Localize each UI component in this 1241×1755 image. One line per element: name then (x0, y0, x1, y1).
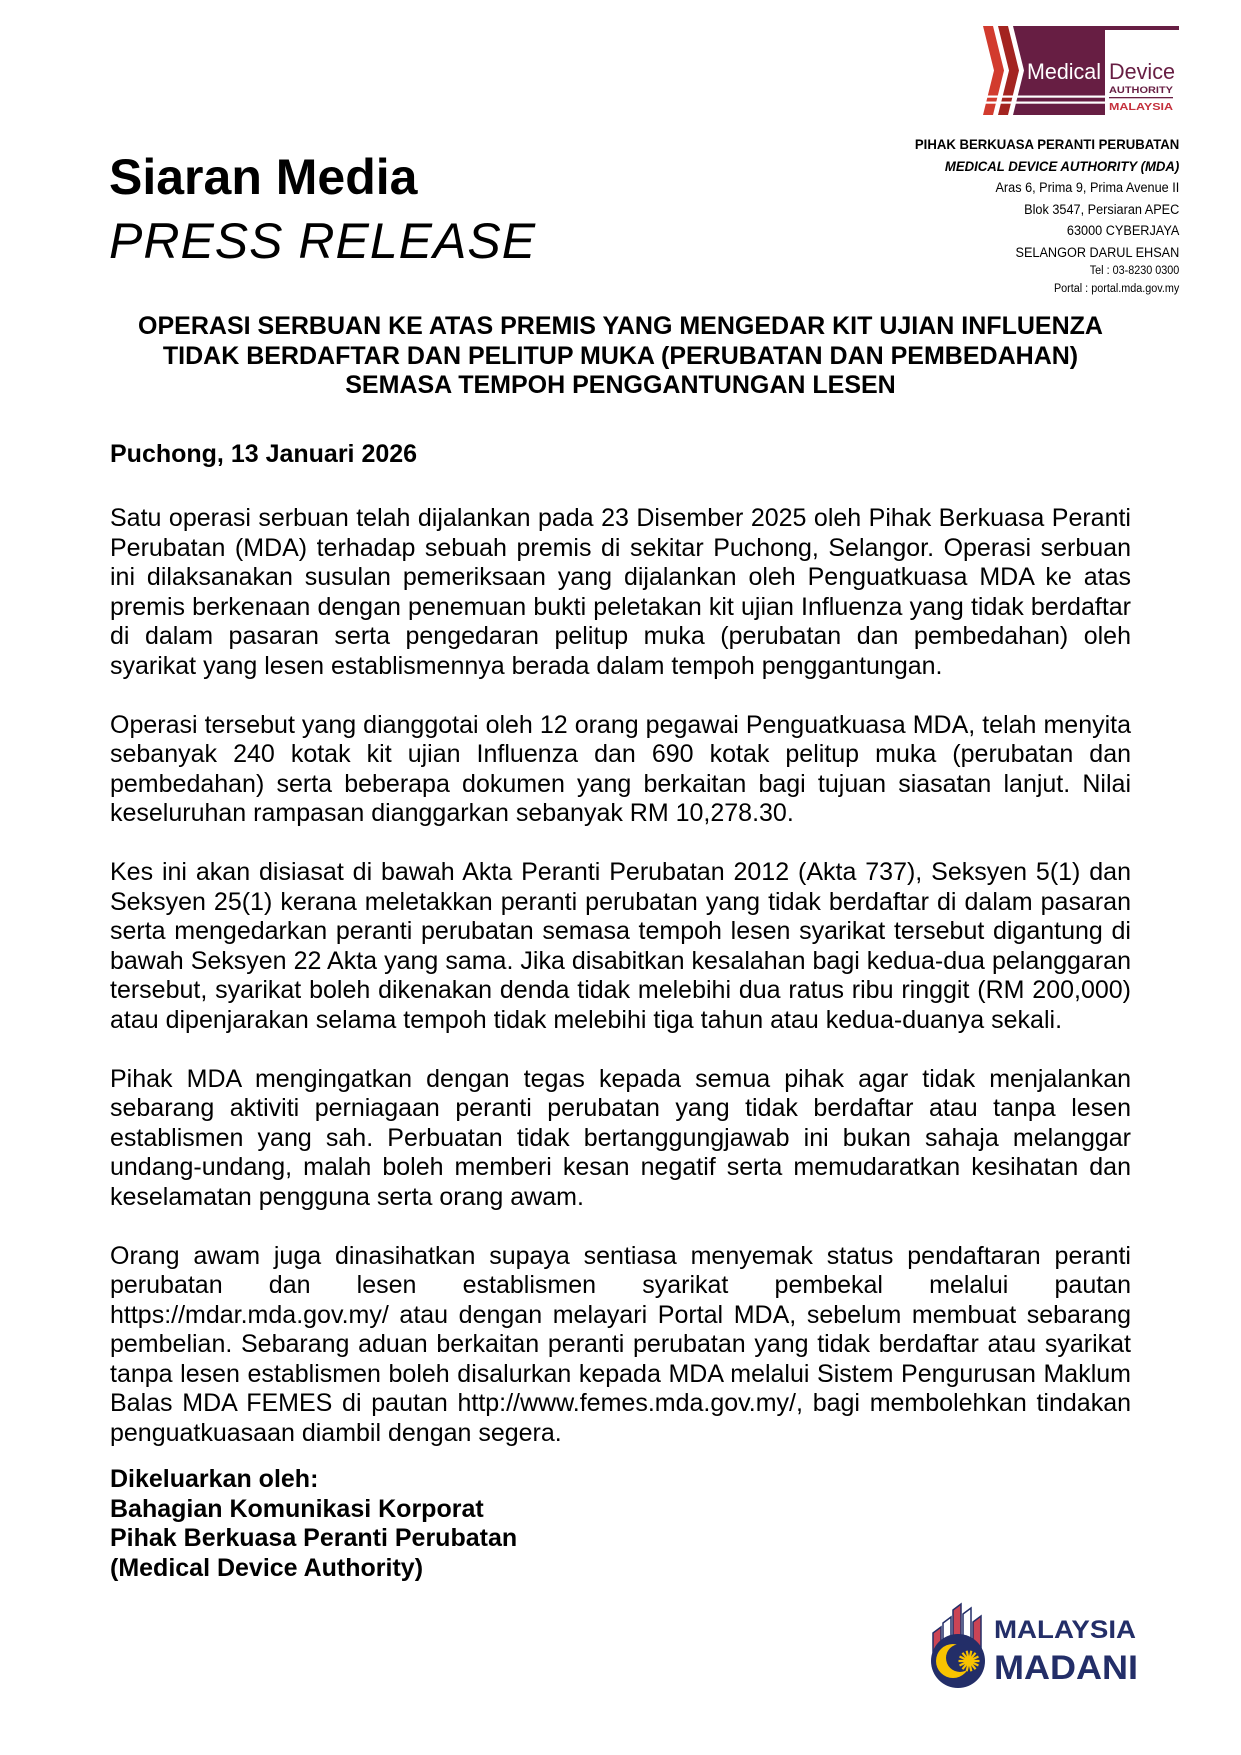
masthead (109, 145, 536, 273)
madani-word-malaysia: MALAYSIA (994, 1616, 1136, 1644)
paragraph-4: Pihak MDA mengingatkan dengan tegas kepada semua pihak agar tidak menjalankan sebarang aktiviti perniagaan peranti perubatan yang tidak berdaftar atau tanpa lesen establismen yang sah. Perbuatan tidak bertanggungjawab ini bukan sahaja melanggar undang-undang, malah boleh memberi kesan negatif serta memudaratkan kesihatan dan keselamatan pengguna serta orang awam. (110, 1064, 1131, 1211)
madani-star-center (965, 1657, 974, 1666)
mda-logo-word-device: Device (1109, 59, 1175, 84)
mda-logo-wrap (898, 26, 1179, 120)
address-line: Aras 6, Prima 9, Prima Avenue II (995, 180, 1179, 195)
mda-logo-word-malaysia: MALAYSIA (1109, 102, 1173, 113)
issued-by-block (110, 1465, 1131, 1583)
address-line: 63000 CYBERJAYA (1066, 223, 1179, 238)
mda-logo-word-medical: Medical (1027, 59, 1101, 84)
mda-logo-divider (1109, 97, 1173, 98)
issued-by-line: Bahagian Komunikasi Korporat (110, 1494, 484, 1523)
dateline: Puchong, 13 Januari 2026 (110, 439, 418, 468)
madani-word-madani: MADANI (994, 1649, 1138, 1687)
mda-logo (983, 26, 1179, 115)
tel-line: Tel : 03-8230 0300 (1089, 265, 1179, 277)
masthead-title-english: PRESS RELEASE (109, 213, 537, 269)
malaysia-madani-logo (928, 1597, 1140, 1692)
issued-by-label: Dikeluarkan oleh: (110, 1465, 319, 1493)
madani-logo-wrap (928, 1597, 1140, 1697)
org-name-english: MEDICAL DEVICE AUTHORITY (MDA) (944, 158, 1179, 174)
letterhead (898, 26, 1179, 298)
paragraph-1: Satu operasi serbuan telah dijalankan pada 23 Disember 2025 oleh Pihak Berkuasa Peranti Perubatan (MDA) terhadap sebuah premis di sekitar Puchong, Selangor. Operasi serbuan ini dilaksanakan susulan pemeriksaan yang dijalankan oleh Penguatkuasa MDA ke atas premis berkenaan dengan penemuan bukti peletakan kit ujian Influenza yang tidak berdaftar di dalam pasaran serta pengedaran pelitup muka (perubatan dan pembedahan) oleh syarikat yang lesen establismennya berada dalam tempoh penggantungan. (110, 504, 1131, 680)
org-name-malay: PIHAK BERKUASA PERANTI PERUBATAN (914, 136, 1179, 152)
document-body (110, 312, 1131, 1583)
mda-logo-stripe-line (983, 102, 1105, 104)
issued-by-line: (Medical Device Authority) (110, 1553, 424, 1582)
paragraph-2: Operasi tersebut yang dianggotai oleh 12 orang pegawai Penguatkuasa MDA, telah menyita sebanyak 240 kotak kit ujian Influenza dan 690 kotak pelitup muka (perubatan dan pembedahan) serta beberapa dokumen yang berkaitan bagi tujuan siasatan lanjut. Nilai keseluruhan rampasan dianggarkan sebanyak RM 10,278.30. (110, 710, 1131, 827)
issued-by-line: Pihak Berkuasa Peranti Perubatan (110, 1524, 518, 1552)
mda-logo-stripe-line (983, 96, 1105, 98)
headline: OPERASI SERBUAN KE ATAS PREMIS YANG MENGEDAR KIT UJIAN INFLUENZA TIDAK BERDAFTAR DAN PELITUP MUKA (PERUBATAN DAN PEMBEDAHAN) SEMASA TEMPOH PENGGANTUNGAN LESEN (138, 312, 1103, 399)
address-line: Blok 3547, Persiaran APEC (1023, 201, 1179, 217)
address-line: SELANGOR DARUL EHSAN (1015, 244, 1179, 260)
paragraph-3: Kes ini akan disiasat di bawah Akta Peranti Perubatan 2012 (Akta 737), Seksyen 5(1) dan Seksyen 25(1) kerana meletakkan peranti perubatan yang tidak berdaftar di dalam pasaran serta mengedarkan peranti perubatan semasa tempoh lesen syarikat tersebut digantung di bawah Seksyen 22 Akta yang sama. Jika disabitkan kesalahan bagi kedua-dua pelanggaran tersebut, syarikat boleh dikenakan denda tidak melebihi dua ratus ribu ringgit (RM 200,000) atau dipenjarakan selama tempoh tidak melebihi tiga tahun atau kedua-duanya sekali. (110, 858, 1131, 1034)
portal-line: Portal : portal.mda.gov.my (1053, 282, 1179, 295)
masthead-title-malay: Siaran Media (109, 149, 418, 205)
paragraph-5: Orang awam juga dinasihatkan supaya sentiasa menyemak status pendaftaran peranti perubatan dan lesen establismen syarikat pembekal melalui pautan https://mdar.mda.gov.my/ atau dengan melayari Portal MDA, sebelum membuat sebarang pembelian. Sebarang aduan berkaitan peranti perubatan yang tidak berdaftar atau syarikat tanpa lesen establismen boleh disalurkan kepada MDA melalui Sistem Pengurusan Maklum Balas MDA FEMES di pautan http://www.femes.mda.gov.my/, bagi membolehkan tindakan penguatkuasaan diambil dengan segera. (110, 1241, 1131, 1447)
mda-logo-word-authority: AUTHORITY (1109, 85, 1173, 95)
